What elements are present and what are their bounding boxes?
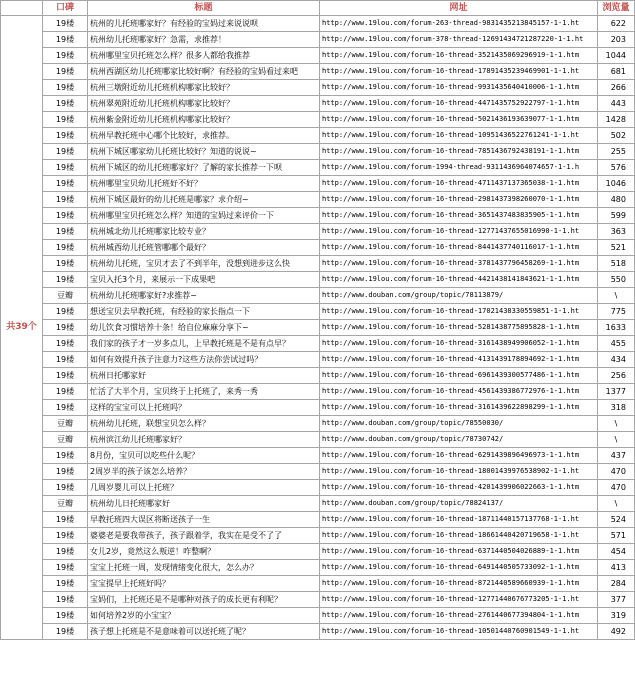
views-cell: 524 [598, 512, 635, 528]
source-cell: 19楼 [43, 176, 88, 192]
title-cell: 宝宝提早上托班好吗？ [88, 576, 320, 592]
title-cell: 杭州哪里宝贝托班怎么样？很多人都给我推荐 [88, 48, 320, 64]
source-cell: 19楼 [43, 528, 88, 544]
title-cell: 这样的宝宝可以上托班吗？ [88, 400, 320, 416]
table-row [1, 240, 635, 256]
views-cell: \ [598, 288, 635, 304]
url-cell[interactable]: http://www.19lou.com/forum-16-thread-9931435640410006-1-1.htm [320, 80, 598, 96]
url-cell[interactable]: http://www.19lou.com/forum-16-thread-10951436522761241-1-1.ht [320, 128, 598, 144]
views-cell: 480 [598, 192, 635, 208]
title-cell: 8月份，宝贝可以吃些什么呢？ [88, 448, 320, 464]
table-row [1, 432, 635, 448]
title-cell: 杭州幼儿托班哪家好?求推荐~ [88, 288, 320, 304]
url-cell[interactable]: http://www.19lou.com/forum-16-thread-4711437137365038-1-1.htm [320, 176, 598, 192]
table-row [1, 576, 635, 592]
url-cell[interactable]: http://www.douban.com/group/topic/78730742/ [320, 432, 598, 448]
table-row [1, 464, 635, 480]
header-blank [1, 1, 43, 16]
url-cell[interactable]: http://www.douban.com/group/topic/78824137/ [320, 496, 598, 512]
source-cell: 19楼 [43, 80, 88, 96]
views-cell: 318 [598, 400, 635, 416]
title-cell: 宝妈们，上托班还是不是哪种对孩子的成长更有利呢？ [88, 592, 320, 608]
url-cell[interactable]: http://www.19lou.com/forum-16-thread-4201439906022663-1-1.htm [320, 480, 598, 496]
url-cell[interactable]: http://www.19lou.com/forum-16-thread-17891435239469901-1-1.ht [320, 64, 598, 80]
source-cell: 19楼 [43, 208, 88, 224]
url-cell[interactable]: http://www.19lou.com/forum-16-thread-3161439622898299-1-1.htm [320, 400, 598, 416]
table-row [1, 320, 635, 336]
url-cell[interactable]: http://www.19lou.com/forum-16-thread-2761440677394804-1-1.htm [320, 608, 598, 624]
views-cell: 256 [598, 368, 635, 384]
total-count: 共39个 [1, 16, 43, 640]
table-row [1, 592, 635, 608]
url-cell[interactable]: http://www.19lou.com/forum-16-thread-17021438330559851-1-1.ht [320, 304, 598, 320]
source-cell: 豆瓣 [43, 496, 88, 512]
title-cell: 如何培养2岁的小宝宝？ [88, 608, 320, 624]
url-cell[interactable]: http://www.19lou.com/forum-16-thread-5281438775895828-1-1.htm [320, 320, 598, 336]
url-cell[interactable]: http://www.douban.com/group/topic/78113879/ [320, 288, 598, 304]
source-cell: 19楼 [43, 144, 88, 160]
table-row [1, 64, 635, 80]
url-cell[interactable]: http://www.19lou.com/forum-263-thread-9831435213845157-1-1.ht [320, 16, 598, 32]
url-cell[interactable]: http://www.19lou.com/forum-16-thread-5021436193639077-1-1.htm [320, 112, 598, 128]
source-cell: 19楼 [43, 480, 88, 496]
url-cell[interactable]: http://www.19lou.com/forum-16-thread-18661440420719658-1-1.ht [320, 528, 598, 544]
table-row [1, 416, 635, 432]
source-cell: 19楼 [43, 64, 88, 80]
title-cell: 宝宝上托班一周，发现情绪变化很大，怎么办？ [88, 560, 320, 576]
url-cell[interactable]: http://www.douban.com/group/topic/78550030/ [320, 416, 598, 432]
url-cell[interactable]: http://www.19lou.com/forum-16-thread-7851436792438191-1-1.htm [320, 144, 598, 160]
title-cell: 杭州下城区哪家幼儿托班比较好？知道的说说~ [88, 144, 320, 160]
source-cell: 19楼 [43, 160, 88, 176]
source-cell: 19楼 [43, 576, 88, 592]
url-cell[interactable]: http://www.19lou.com/forum-16-thread-6491440505733092-1-1.htm [320, 560, 598, 576]
url-cell[interactable]: http://www.19lou.com/forum-1994-thread-9311436964074657-1-1.h [320, 160, 598, 176]
views-cell: 1044 [598, 48, 635, 64]
title-cell: 幼儿饮食习惯培养十条！给自位麻麻分享下~ [88, 320, 320, 336]
title-cell: 杭州日托哪家好 [88, 368, 320, 384]
title-cell: 2周岁半的孩子该怎么培养？ [88, 464, 320, 480]
url-cell[interactable]: http://www.19lou.com/forum-16-thread-6291439896496973-1-1.htm [320, 448, 598, 464]
table-row [1, 272, 635, 288]
url-cell[interactable]: http://www.19lou.com/forum-16-thread-3161438949906052-1-1.htm [320, 336, 598, 352]
views-cell: 284 [598, 576, 635, 592]
views-cell: 434 [598, 352, 635, 368]
views-cell: 203 [598, 32, 635, 48]
url-cell[interactable]: http://www.19lou.com/forum-16-thread-3781437796458269-1-1.htm [320, 256, 598, 272]
url-cell[interactable]: http://www.19lou.com/forum-16-thread-4561439386772976-1-1.htm [320, 384, 598, 400]
title-cell: 杭州幼儿托班，联想宝贝怎么样？ [88, 416, 320, 432]
views-cell: 622 [598, 16, 635, 32]
title-cell: 杭州哪里宝贝托班怎么样？知道的宝妈过来评价一下 [88, 208, 320, 224]
url-cell[interactable]: http://www.19lou.com/forum-16-thread-3521435069296919-1-1.htm [320, 48, 598, 64]
source-cell: 19楼 [43, 16, 88, 32]
views-cell: \ [598, 496, 635, 512]
source-cell: 19楼 [43, 352, 88, 368]
table-row [1, 368, 635, 384]
title-cell: 杭州幼儿托班哪家好？急需，求推荐！ [88, 32, 320, 48]
title-cell: 我们家的孩子才一岁多点儿，上早教托班是不是有点早？ [88, 336, 320, 352]
title-cell: 婆婆老是要我带孩子，孩子跟着学，我实在是受不了了 [88, 528, 320, 544]
source-cell: 19楼 [43, 32, 88, 48]
table-row [1, 528, 635, 544]
url-cell[interactable]: http://www.19lou.com/forum-16-thread-8441437740116017-1-1.htm [320, 240, 598, 256]
views-cell: 775 [598, 304, 635, 320]
table-row [1, 496, 635, 512]
source-cell: 19楼 [43, 592, 88, 608]
views-cell: 255 [598, 144, 635, 160]
url-cell[interactable]: http://www.19lou.com/forum-16-thread-6371440504026889-1-1.htm [320, 544, 598, 560]
source-cell: 19楼 [43, 256, 88, 272]
views-cell: 470 [598, 464, 635, 480]
views-cell: 502 [598, 128, 635, 144]
views-cell: 1377 [598, 384, 635, 400]
source-cell: 19楼 [43, 464, 88, 480]
source-cell: 19楼 [43, 448, 88, 464]
source-cell: 19楼 [43, 320, 88, 336]
table-row [1, 352, 635, 368]
source-cell: 19楼 [43, 512, 88, 528]
source-cell: 19楼 [43, 128, 88, 144]
source-cell: 19楼 [43, 192, 88, 208]
title-cell: 杭州幼儿托班，宝贝才去了不到半年，没想到进步这么快 [88, 256, 320, 272]
table-row [1, 512, 635, 528]
header-views: 浏览量 [598, 1, 635, 16]
header-title: 标题 [88, 1, 320, 16]
table-row [1, 192, 635, 208]
table-row [1, 144, 635, 160]
table-row [1, 400, 635, 416]
title-cell: 杭州哪里宝贝幼儿托班好不好？ [88, 176, 320, 192]
source-cell: 19楼 [43, 48, 88, 64]
url-cell[interactable]: http://www.19lou.com/forum-16-thread-12771437655016990-1-1.ht [320, 224, 598, 240]
url-cell[interactable]: http://www.19lou.com/forum-16-thread-18711440157137768-1-1.ht [320, 512, 598, 528]
table-row [1, 336, 635, 352]
table-row [1, 80, 635, 96]
url-cell[interactable]: http://www.19lou.com/forum-16-thread-4131439178894692-1-1.htm [320, 352, 598, 368]
views-cell: 576 [598, 160, 635, 176]
title-cell: 杭州紫金附近幼儿托班机构哪家比较好？ [88, 112, 320, 128]
source-cell: 19楼 [43, 608, 88, 624]
title-cell: 几周岁婴儿可以上托班？ [88, 480, 320, 496]
table-row [1, 544, 635, 560]
source-cell: 豆瓣 [43, 432, 88, 448]
views-cell: 377 [598, 592, 635, 608]
views-cell: 518 [598, 256, 635, 272]
title-cell: 早教托班四大误区将断送孩子一生 [88, 512, 320, 528]
source-cell: 19楼 [43, 368, 88, 384]
title-cell: 杭州的儿托班哪家好？有经验的宝妈过来说说呗 [88, 16, 320, 32]
views-cell: \ [598, 432, 635, 448]
title-cell: 杭州下城区最好的幼儿托班是哪家？求介绍~ [88, 192, 320, 208]
source-cell: 19楼 [43, 624, 88, 640]
table-row [1, 560, 635, 576]
views-cell: 492 [598, 624, 635, 640]
table-row [1, 384, 635, 400]
title-cell: 女儿2岁，竟然这么叛逆！咋整啊？ [88, 544, 320, 560]
header-row [1, 1, 635, 16]
views-cell: 470 [598, 480, 635, 496]
table-row [1, 160, 635, 176]
views-cell: 363 [598, 224, 635, 240]
table-row [1, 608, 635, 624]
views-cell: 550 [598, 272, 635, 288]
views-cell: 521 [598, 240, 635, 256]
table-row [1, 304, 635, 320]
source-cell: 19楼 [43, 272, 88, 288]
title-cell: 杭州下城区的幼儿托班哪家好？了解的家长推荐一下呗 [88, 160, 320, 176]
title-cell: 杭州城北幼儿托班哪家比较专业？ [88, 224, 320, 240]
title-cell: 杭州幼儿日托班哪家好 [88, 496, 320, 512]
title-cell: 杭州翠苑附近幼儿托班机构哪家比较好？ [88, 96, 320, 112]
table-row [1, 96, 635, 112]
source-cell: 19楼 [43, 336, 88, 352]
url-cell[interactable]: http://www.19lou.com/forum-16-thread-3651437483835905-1-1.htm [320, 208, 598, 224]
source-cell: 19楼 [43, 112, 88, 128]
table-row [1, 224, 635, 240]
title-cell: 杭州三墩附近幼儿托班机构哪家比较好？ [88, 80, 320, 96]
views-cell: 1633 [598, 320, 635, 336]
table-row [1, 448, 635, 464]
table-row [1, 208, 635, 224]
title-cell: 杭州滨江幼儿托班哪家好？ [88, 432, 320, 448]
views-cell: 413 [598, 560, 635, 576]
views-cell: 437 [598, 448, 635, 464]
views-cell: 1428 [598, 112, 635, 128]
table-row [1, 128, 635, 144]
url-cell[interactable]: http://www.19lou.com/forum-16-thread-4471435752922797-1-1.htm [320, 96, 598, 112]
table-row [1, 32, 635, 48]
table-body [1, 16, 635, 640]
source-cell: 19楼 [43, 544, 88, 560]
views-cell: 454 [598, 544, 635, 560]
views-cell: 1046 [598, 176, 635, 192]
url-cell[interactable]: http://www.19lou.com/forum-16-thread-8721440589660939-1-1.htm [320, 576, 598, 592]
title-cell: 宝贝入托3个月，来展示一下成果吧 [88, 272, 320, 288]
views-cell: 571 [598, 528, 635, 544]
views-cell: 319 [598, 608, 635, 624]
url-cell[interactable]: http://www.19lou.com/forum-16-thread-2981437398260070-1-1.htm [320, 192, 598, 208]
url-cell[interactable]: http://www.19lou.com/forum-16-thread-18001439976538902-1-1.ht [320, 464, 598, 480]
url-cell[interactable]: http://www.19lou.com/forum-16-thread-10501440760901549-1-1.ht [320, 624, 598, 640]
source-cell: 豆瓣 [43, 288, 88, 304]
header-url: 网址 [320, 1, 598, 16]
source-cell: 19楼 [43, 224, 88, 240]
views-cell: 681 [598, 64, 635, 80]
source-cell: 19楼 [43, 304, 88, 320]
views-cell: 266 [598, 80, 635, 96]
source-cell: 19楼 [43, 560, 88, 576]
url-cell[interactable]: http://www.19lou.com/forum-378-thread-12691434721287220-1-1.ht [320, 32, 598, 48]
title-cell: 孩子想上托班是不是意味着可以送托班了呢？ [88, 624, 320, 640]
title-cell: 杭州城西幼儿托班管哪哪个最好？ [88, 240, 320, 256]
title-cell: 杭州西湖区幼儿托班哪家比较好啊？有经验的宝妈看过来吧 [88, 64, 320, 80]
views-cell: 455 [598, 336, 635, 352]
header-source: 口碑 [43, 1, 88, 16]
title-cell: 忙活了大半个月，宝贝终于上托班了，来秀一秀 [88, 384, 320, 400]
table-row [1, 112, 635, 128]
views-cell: 443 [598, 96, 635, 112]
table-row [1, 16, 635, 32]
source-cell: 19楼 [43, 400, 88, 416]
source-cell: 19楼 [43, 384, 88, 400]
views-cell: 599 [598, 208, 635, 224]
views-cell: \ [598, 416, 635, 432]
url-cell[interactable]: http://www.19lou.com/forum-16-thread-6961439300577486-1-1.htm [320, 368, 598, 384]
table-row [1, 176, 635, 192]
url-cell[interactable]: http://www.19lou.com/forum-16-thread-12771440676773205-1-1.ht [320, 592, 598, 608]
title-cell: 想送宝贝去早教托班，有经验的家长指点一下 [88, 304, 320, 320]
table-row [1, 48, 635, 64]
table-row [1, 624, 635, 640]
url-cell[interactable]: http://www.19lou.com/forum-16-thread-4421438141843621-1-1.htm [320, 272, 598, 288]
title-cell: 杭州早教托班中心哪个比较好，求推荐。 [88, 128, 320, 144]
table-row [1, 288, 635, 304]
title-cell: 如何有效提升孩子注意力?这些方法你尝试过吗？ [88, 352, 320, 368]
source-cell: 19楼 [43, 240, 88, 256]
source-cell: 19楼 [43, 96, 88, 112]
source-cell: 豆瓣 [43, 416, 88, 432]
table-row [1, 256, 635, 272]
table-row [1, 480, 635, 496]
